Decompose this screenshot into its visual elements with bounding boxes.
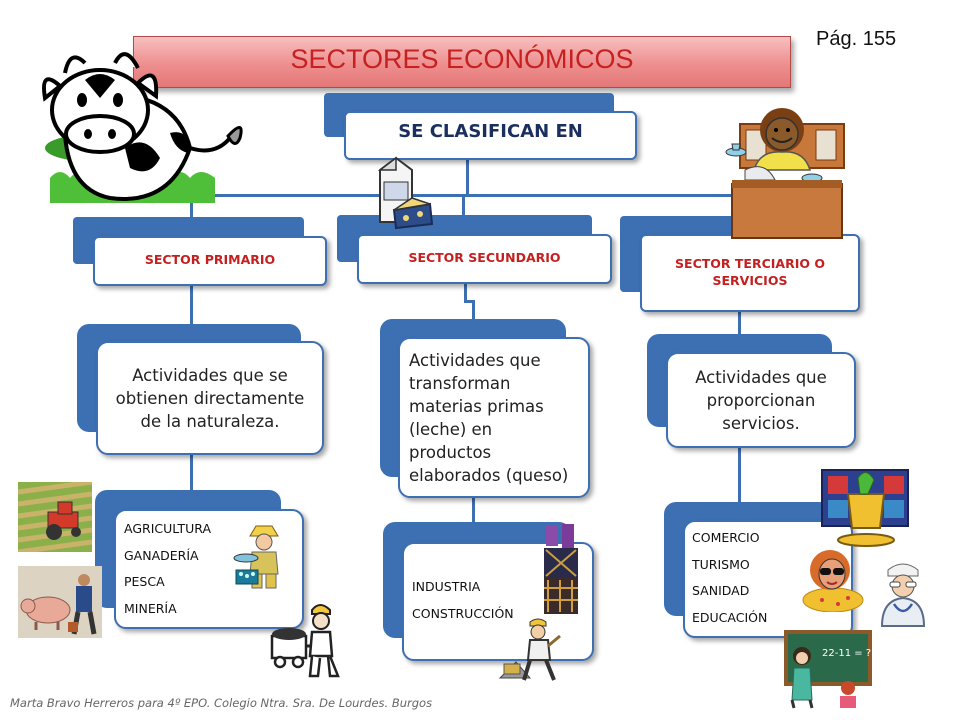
desc-line: Actividades que <box>695 368 827 387</box>
list-item: SANIDAD <box>692 583 750 598</box>
sector-primary-label: SECTOR PRIMARIO <box>144 252 276 267</box>
factory-icon <box>542 524 582 616</box>
connector-tertiary-mid <box>738 312 741 336</box>
sector-tertiary-label: SECTOR TERCIARIO O SERVICIOS <box>675 256 825 288</box>
connector-tertiary-low <box>738 448 741 504</box>
desc-secondary-text <box>409 349 587 487</box>
connector-primary-low <box>190 455 193 492</box>
page-title: SECTORES ECONÓMICOS <box>290 44 634 74</box>
desc-line: obtienen directamente <box>115 389 305 408</box>
waitress-icon <box>720 100 845 240</box>
tractor-icon <box>18 482 92 552</box>
desc-line: Actividades que se <box>132 366 288 385</box>
footer-credit: Marta Bravo Herreros para 4º EPO. Colegio Ntra. Sra. De Lourdes. Burgos <box>10 696 433 710</box>
desc-line: materias primas <box>409 397 544 416</box>
construction-worker-icon <box>496 618 566 684</box>
connector-secondary-low <box>472 498 475 524</box>
miner-icon <box>268 600 348 680</box>
chalkboard-text: 22-11 = ? <box>822 648 872 659</box>
page-reference: Pág. 155 <box>816 28 897 50</box>
items-tertiary-list <box>692 525 767 631</box>
items-primary-list <box>124 516 211 622</box>
list-item: TURISMO <box>692 556 750 572</box>
list-item: COMERCIO <box>692 530 760 545</box>
desc-line: servicios. <box>722 414 800 433</box>
list-item: MINERÍA <box>124 600 177 616</box>
list-item: AGRICULTURA <box>124 521 212 536</box>
list-item: EDUCACIÓN <box>692 609 768 625</box>
desc-primary-text <box>96 364 324 433</box>
cow-icon <box>30 38 250 208</box>
nurse-icon <box>876 560 930 628</box>
shopping-cart-icon <box>818 466 912 550</box>
desc-line: elaborados (queso) <box>409 466 569 485</box>
tourist-icon <box>800 548 866 612</box>
milk-cheese-icon <box>372 152 436 232</box>
list-item: PESCA <box>124 574 165 589</box>
connector-root-down <box>466 158 469 196</box>
list-item: INDUSTRIA <box>412 579 481 594</box>
desc-line: proporcionan <box>706 391 816 410</box>
desc-line: transforman <box>409 374 511 393</box>
list-item: CONSTRUCCIÓN <box>412 605 514 621</box>
desc-line: (leche) en <box>409 420 493 439</box>
connector-primary-mid <box>190 286 193 326</box>
teacher-icon <box>782 630 872 710</box>
desc-line: productos <box>409 443 492 462</box>
root-node-label: SE CLASIFICAN EN <box>398 121 583 142</box>
desc-tertiary-text <box>666 366 856 435</box>
list-item: GANADERÍA <box>124 547 199 563</box>
fisherman-icon <box>232 524 292 592</box>
desc-line: Actividades que <box>409 351 541 370</box>
desc-line: de la naturaleza. <box>140 412 280 431</box>
pig-farmer-icon <box>18 566 102 638</box>
sector-secondary-label: SECTOR SECUNDARIO <box>408 250 561 265</box>
